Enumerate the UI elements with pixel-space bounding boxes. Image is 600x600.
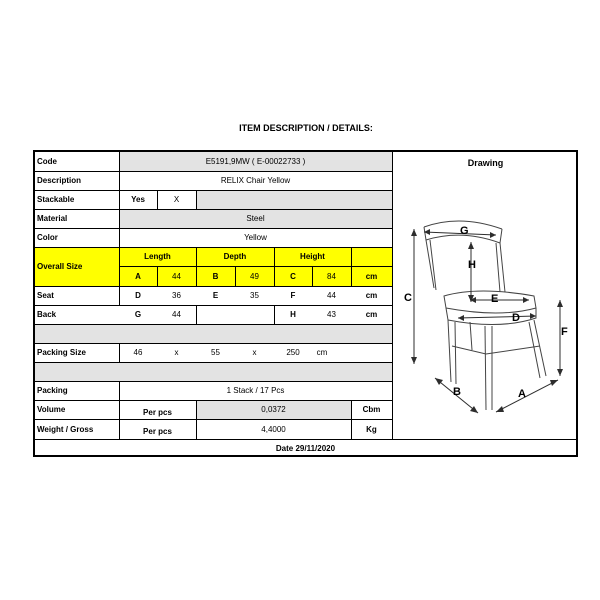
back-label: Back bbox=[37, 310, 57, 319]
back-h-letter: H bbox=[290, 310, 296, 319]
packing-label: Packing bbox=[37, 386, 68, 395]
overall-c-value: 84 bbox=[327, 271, 336, 281]
overall-a-value: 44 bbox=[172, 271, 181, 281]
packing-size-height: 250 bbox=[286, 348, 300, 357]
overall-size-label: Overall Size bbox=[37, 262, 83, 271]
description-label: Description bbox=[37, 176, 82, 185]
seat-e-value: 35 bbox=[250, 291, 259, 300]
weight-unit: Kg bbox=[366, 424, 377, 434]
volume-per-pcs: Per pcs bbox=[143, 408, 172, 417]
packing-size-times-2: x bbox=[252, 348, 257, 357]
dim-label-e: E bbox=[491, 293, 499, 305]
seat-f-letter: F bbox=[290, 291, 296, 300]
packing-value: 1 Stack / 17 Pcs bbox=[226, 386, 285, 395]
stackable-yes: Yes bbox=[131, 195, 145, 204]
depth-header: Depth bbox=[223, 252, 247, 261]
packing-size-label: Packing Size bbox=[37, 348, 86, 357]
dim-label-h: H bbox=[468, 259, 476, 271]
dim-label-g: G bbox=[460, 225, 469, 237]
seat-d-letter: D bbox=[135, 291, 141, 300]
back-g-value: 44 bbox=[172, 310, 181, 319]
code-value: E5191,9MW ( E-00022733 ) bbox=[205, 157, 306, 166]
seat-e-letter: E bbox=[212, 291, 219, 300]
height-header: Height bbox=[300, 252, 325, 261]
color-value: Yellow bbox=[244, 233, 267, 242]
overall-b-value: 49 bbox=[250, 271, 259, 281]
dimension-line-d bbox=[458, 316, 536, 318]
weight-value: 4,4000 bbox=[261, 424, 286, 434]
packing-size-unit: cm bbox=[316, 348, 328, 357]
packing-size-times-1: x bbox=[174, 348, 179, 357]
code-label: Code bbox=[37, 157, 57, 166]
back-unit: cm bbox=[365, 310, 378, 319]
dim-label-b: B bbox=[453, 386, 461, 398]
dim-label-c: C bbox=[404, 292, 412, 304]
material-value: Steel bbox=[246, 214, 265, 223]
weight-per-pcs: Per pcs bbox=[143, 427, 172, 436]
dim-label-d: D bbox=[512, 312, 520, 324]
weight-label: Weight / Gross bbox=[37, 424, 94, 434]
seat-d-value: 36 bbox=[172, 291, 181, 300]
volume-unit: Cbm bbox=[362, 405, 381, 414]
dim-label-a: A bbox=[518, 388, 526, 400]
stackable-mark: X bbox=[173, 195, 180, 204]
overall-b-letter: B bbox=[212, 271, 219, 281]
packing-size-depth: 55 bbox=[211, 348, 220, 357]
seat-f-value: 44 bbox=[327, 291, 336, 300]
back-g-letter: G bbox=[134, 310, 142, 319]
material-label: Material bbox=[37, 214, 68, 223]
length-header: Length bbox=[144, 252, 171, 261]
stackable-label: Stackable bbox=[37, 195, 75, 204]
dim-label-f: F bbox=[561, 326, 568, 338]
drawing-title: Drawing bbox=[467, 158, 504, 168]
description-value: RELIX Chair Yellow bbox=[220, 176, 291, 185]
volume-value: 0,0372 bbox=[261, 405, 286, 414]
overall-c-letter: C bbox=[290, 271, 296, 281]
page-title: ITEM DESCRIPTION / DETAILS: bbox=[239, 123, 373, 133]
packing-size-length: 46 bbox=[133, 348, 143, 357]
dimension-line-a bbox=[496, 380, 558, 412]
back-h-value: 43 bbox=[327, 310, 336, 319]
seat-unit: cm bbox=[365, 291, 378, 300]
seat-label: Seat bbox=[37, 291, 54, 300]
volume-label: Volume bbox=[37, 405, 66, 414]
overall-unit: cm bbox=[365, 271, 378, 281]
color-label: Color bbox=[37, 233, 58, 242]
overall-a-letter: A bbox=[135, 271, 141, 281]
date-footer: Date 29/11/2020 bbox=[275, 443, 336, 453]
